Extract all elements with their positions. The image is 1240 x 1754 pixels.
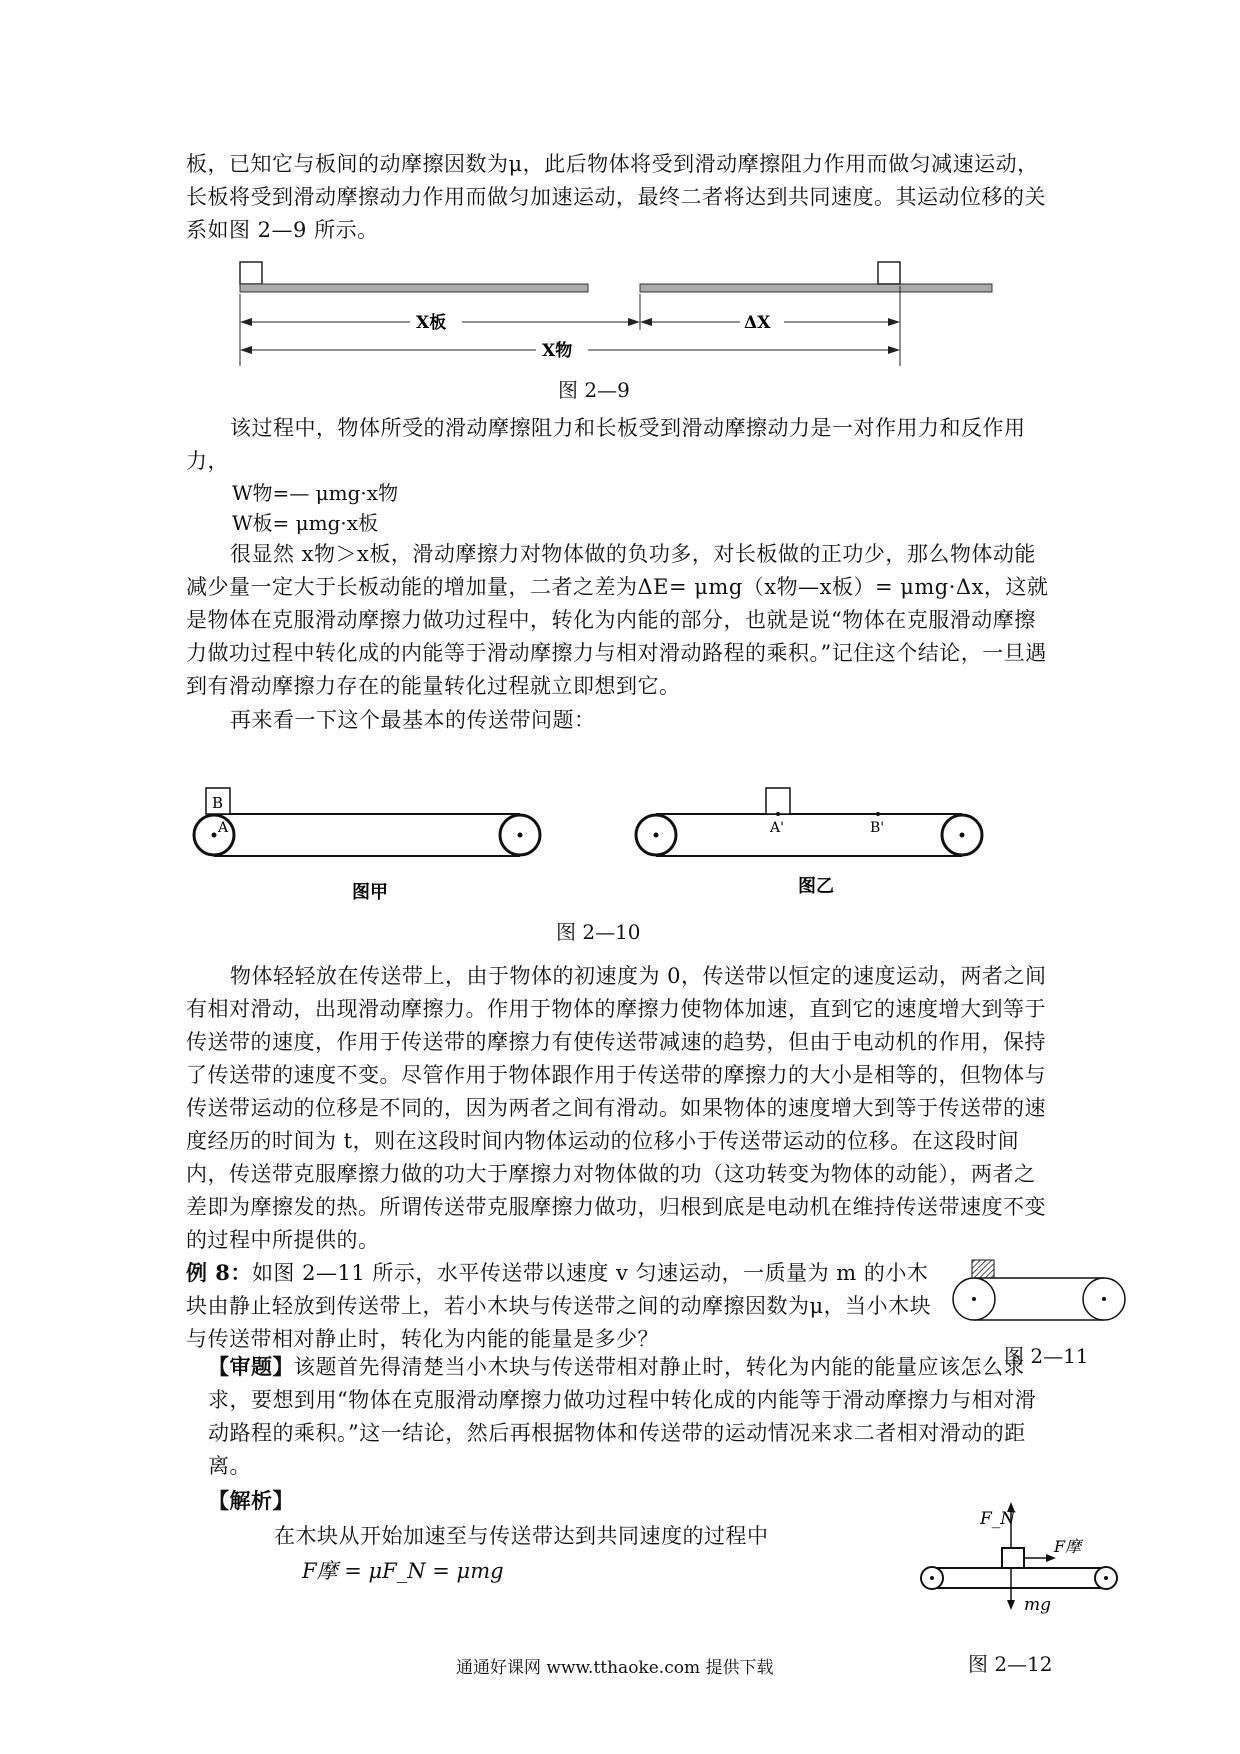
conveyor-b bbox=[636, 788, 982, 897]
svg-text:A': A' bbox=[770, 820, 784, 836]
paragraph-1: 板，已知它与板间的动摩擦因数为μ，此后物体将受到滑动摩擦阻力作用而做匀减速运动，长板将受到滑动摩擦动力作用而做匀加速运动，最终二者将达到共同速度。其运动位移的关系如图 2—9 所示。 bbox=[186, 152, 1046, 242]
jiexi-text: 在木块从开始加速至与传送带达到共同速度的过程中 bbox=[274, 1524, 769, 1548]
block bbox=[766, 788, 790, 814]
figure-2-12 bbox=[910, 1500, 1130, 1620]
example-8-label: 例 8： bbox=[186, 1260, 252, 1285]
shenti-text: 该题首先得清楚当小木块与传送带相对静止时，转化为内能的能量应该怎么求求，要想到用“物体在克服滑动摩擦力做功过程中转化成的内能等于滑动摩擦力与相对滑动路程的乘积。”这一结论，然后再根据物体和传送带的运动情况来求二者相对滑动的距离。 bbox=[208, 1355, 1037, 1478]
small-block-right bbox=[878, 262, 900, 284]
board-left bbox=[240, 284, 588, 292]
page-footer: 通通好课网 www.tthaoke.com 提供下载 bbox=[456, 1658, 774, 1678]
small-block-left bbox=[240, 262, 262, 284]
equation-w-ban: W板= μmg·x板 bbox=[232, 511, 379, 535]
svg-text:A: A bbox=[218, 820, 229, 836]
jiexi-label: 【解析】 bbox=[208, 1488, 294, 1513]
svg-text:F_N: F_N bbox=[980, 1509, 1016, 1529]
svg-text:B': B' bbox=[870, 820, 885, 836]
hatched-block bbox=[972, 1260, 994, 1278]
paragraph-3: 很显然 x物＞x板，滑动摩擦力对物体做的负功多，对长板做的正功少，那么物体动能减少量一定大于长板动能的增加量，二者之差为ΔE= μmg（x物—x板）= μmg·Δx，这就是物体在克服滑动摩擦力做功过程中，转化为内能的部分，也就是说“物体在克服滑动摩擦力做功过程中转化成的内能等于滑动摩擦力与相对滑动路程的乘积。”记住这个结论，一旦遇到有滑动摩擦力存在的能量转化过程就立即想到它。 bbox=[186, 542, 1049, 698]
caption-2-9: 图 2—9 bbox=[558, 378, 630, 402]
figure-2-11 bbox=[948, 1258, 1134, 1322]
figure-2-10 bbox=[186, 780, 986, 910]
example-8-text: 如图 2—11 所示，水平传送带以速度 v 匀速运动，一质量为 m 的小木块由静止轻放到传送带上，若小木块与传送带之间的动摩擦因数为μ，当小木块与传送带相对静止时，转化为内能的能量是多少？ bbox=[186, 1261, 932, 1351]
svg-text:B: B bbox=[212, 794, 224, 812]
sub-caption-a: 图甲 bbox=[352, 882, 388, 903]
paragraph-5: 物体轻轻放在传送带上，由于物体的初速度为 0，传送带以恒定的速度运动，两者之间有相对滑动，出现滑动摩擦力。作用于物体的摩擦力使物体加速，直到它的速度增大到等于传送带的速度，作用于传送带的摩擦力有使传送带减速的趋势，但由于电动机的作用，保持了传送带的速度不变。尽管作用于物体跟作用于传送带的摩擦力的大小是相等的，但物体与传送带运动的位移是不同的，因为两者之间有滑动。如果物体的速度增大到等于传送带的速度经历的时间为 t，则在这段时间内物体运动的位移小于传送带运动的位移。在这段时间内，传送带克服摩擦力做的功大于摩擦力对物体做的功（这功转变为物体的动能），两者之差即为摩擦发的热。所谓传送带克服摩擦力做功，归根到底是电动机在维持传送带速度不变的过程中所提供的。 bbox=[186, 964, 1047, 1252]
equation-f-mo: F摩 = μF_N = μmg bbox=[302, 1559, 504, 1583]
figure-2-9 bbox=[230, 258, 1010, 370]
caption-2-11: 图 2—11 bbox=[1004, 1344, 1089, 1368]
svg-text:F摩: F摩 bbox=[1054, 1537, 1082, 1556]
caption-2-10: 图 2—10 bbox=[556, 920, 641, 944]
shenti-label: 【审题】 bbox=[208, 1354, 294, 1379]
label-x-ban: X板 bbox=[416, 313, 447, 333]
paragraph-4: 再来看一下这个最基本的传送带问题： bbox=[230, 708, 596, 732]
block bbox=[1002, 1548, 1024, 1568]
shenti-paragraph bbox=[208, 1350, 1054, 1483]
label-delta-x: ΔX bbox=[744, 313, 771, 333]
equation-w-wu: W物=— μmg·x物 bbox=[232, 481, 399, 505]
caption-2-12: 图 2—12 bbox=[968, 1652, 1053, 1676]
svg-text:mg: mg bbox=[1024, 1595, 1052, 1615]
board-right bbox=[640, 284, 992, 292]
example-8 bbox=[186, 1256, 946, 1356]
conveyor-a bbox=[194, 788, 540, 903]
paragraph-2: 该过程中，物体所受的滑动摩擦阻力和长板受到滑动摩擦动力是一对作用力和反作用力， bbox=[186, 416, 1026, 473]
sub-caption-b: 图乙 bbox=[798, 876, 834, 897]
label-x-wu: X物 bbox=[542, 341, 573, 361]
